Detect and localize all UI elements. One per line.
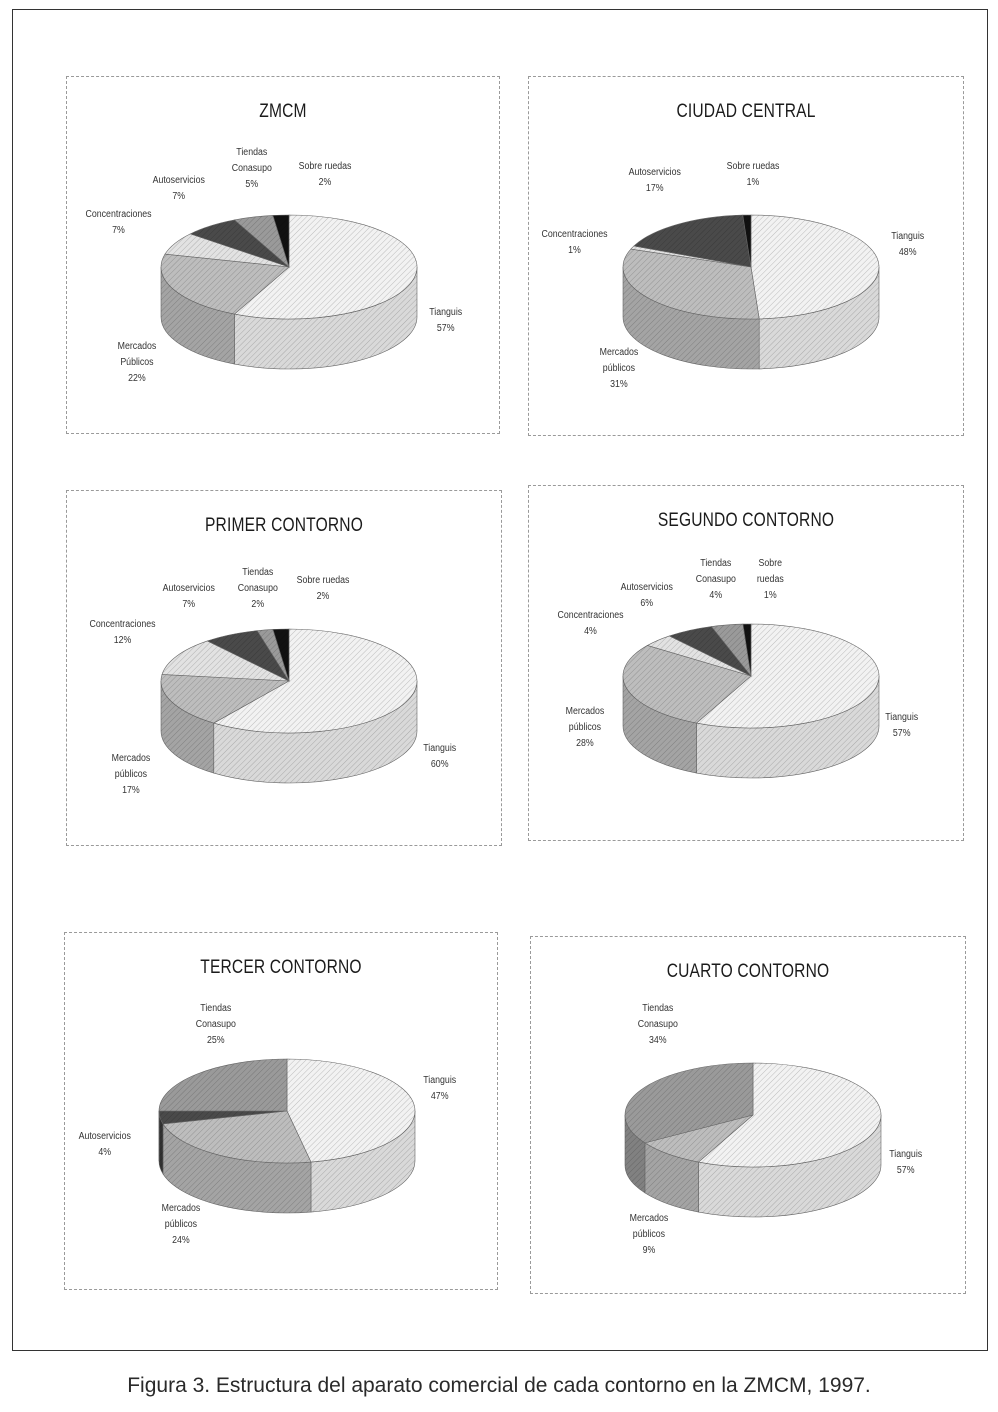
slice-name: Concentraciones	[85, 209, 152, 220]
slice-label	[423, 1073, 456, 1105]
slice-name: públicos	[602, 363, 636, 374]
slice-name: Concentraciones	[541, 229, 608, 240]
slice-percent: 1%	[746, 177, 760, 188]
pie-chart-graphic	[529, 486, 963, 840]
slice-label	[757, 556, 784, 604]
slice-name: públicos	[114, 769, 148, 780]
chart-title: PRIMER CONTORNO	[204, 515, 363, 536]
figure-caption: Figura 3. Estructura del aparato comercial de cada contorno en la ZMCM, 1997.	[127, 1374, 871, 1397]
slice-name: Concentraciones	[557, 610, 624, 621]
slice-name: Sobre ruedas	[296, 575, 350, 586]
slice-name: Autoservicios	[152, 175, 205, 186]
slice-name: públicos	[632, 1229, 666, 1240]
slice-label	[600, 345, 639, 393]
slice-percent: 9%	[642, 1245, 656, 1256]
slice-percent: 17%	[645, 183, 664, 194]
slice-percent: 7%	[182, 599, 196, 610]
slice-percent: 1%	[568, 245, 581, 256]
slice-percent: 57%	[896, 1165, 915, 1176]
slice-percent: 7%	[172, 191, 186, 202]
slice-label	[885, 710, 918, 742]
slice-name: Autoservicios	[628, 167, 681, 178]
slice-label	[112, 751, 151, 799]
slice-name: Mercados	[161, 1203, 201, 1214]
chart-title: CUARTO CONTORNO	[666, 961, 830, 982]
slice-percent: 4%	[584, 626, 597, 637]
slice-label	[297, 573, 350, 605]
slice-percent: 2%	[318, 177, 332, 188]
slice-percent: 17%	[122, 785, 140, 796]
slice-label	[621, 580, 673, 612]
slice-percent: 4%	[98, 1147, 112, 1158]
slice-name: Sobre ruedas	[298, 161, 352, 172]
slice-percent: 47%	[430, 1091, 449, 1102]
slice-label	[891, 229, 924, 261]
chart-primer-contorno	[66, 490, 502, 846]
slice-label	[163, 581, 215, 613]
slice-percent: 5%	[245, 179, 259, 190]
slice-percent: 4%	[709, 590, 723, 601]
slice-percent: 24%	[172, 1235, 190, 1246]
slice-name: Mercados	[565, 706, 605, 717]
slice-name: Sobre	[758, 558, 783, 569]
slice-percent: 1%	[763, 590, 777, 601]
chart-segundo-contorno	[528, 485, 964, 841]
slice-name: Conasupo	[695, 574, 736, 585]
slice-percent: 28%	[576, 738, 594, 749]
slice-percent: 60%	[430, 759, 449, 770]
slice-percent: 48%	[898, 247, 917, 258]
slice-label	[429, 305, 462, 337]
chart-tercer-contorno	[64, 932, 498, 1290]
slice-label	[542, 227, 608, 259]
slice-name: Mercados	[111, 753, 151, 764]
chart-ciudad-central	[528, 76, 964, 436]
slice-name: Concentraciones	[89, 619, 156, 630]
slice-label	[638, 1001, 678, 1049]
slice-label	[86, 207, 152, 239]
slice-name: Tiendas	[236, 147, 268, 158]
slice-name: Tiendas	[642, 1003, 674, 1014]
pie-chart-graphic	[531, 937, 965, 1293]
slice-percent: 34%	[648, 1035, 667, 1046]
slice-label	[423, 741, 456, 773]
slice-name: ruedas	[756, 574, 784, 585]
slice-percent: 6%	[640, 598, 654, 609]
slice-name: Tianguis	[429, 307, 463, 318]
slice-name: públicos	[568, 722, 602, 733]
slice-name: Tianguis	[889, 1149, 923, 1160]
slice-name: Autoservicios	[78, 1131, 131, 1142]
slice-name: Mercados	[117, 341, 157, 352]
slice-label	[232, 145, 272, 193]
chart-title: SEGUNDO CONTORNO	[657, 510, 835, 531]
slice-percent: 12%	[113, 635, 132, 646]
slice-label	[79, 1129, 131, 1161]
slice-name: Tianguis	[891, 231, 925, 242]
slice-name: Sobre ruedas	[726, 161, 780, 172]
pie-chart-graphic	[65, 933, 497, 1289]
slice-label	[566, 704, 605, 752]
slice-percent: 57%	[436, 323, 455, 334]
slice-percent: 2%	[251, 599, 265, 610]
slice-percent: 31%	[610, 379, 628, 390]
slice-name: Conasupo	[637, 1019, 678, 1030]
slice-label	[90, 617, 156, 649]
slice-label	[889, 1147, 922, 1179]
slice-name: Mercados	[599, 347, 639, 358]
slice-label	[630, 1211, 669, 1259]
slice-label	[153, 173, 205, 205]
pie-slice-tiendas-conasupo	[159, 1059, 287, 1111]
chart-title: TERCER CONTORNO	[200, 957, 362, 978]
slice-name: Autoservicios	[162, 583, 215, 594]
slice-name: Tianguis	[423, 743, 457, 754]
slice-name: Conasupo	[237, 583, 278, 594]
chart-cuarto-contorno	[530, 936, 966, 1294]
slice-name: públicos	[164, 1219, 198, 1230]
slice-percent: 22%	[128, 373, 146, 384]
slice-label	[558, 608, 624, 640]
slice-percent: 25%	[206, 1035, 225, 1046]
slice-label	[118, 339, 157, 387]
slice-name: Tianguis	[423, 1075, 457, 1086]
slice-label	[696, 556, 736, 604]
slice-name: Tianguis	[885, 712, 919, 723]
slice-label	[162, 1201, 201, 1249]
slice-name: Tiendas	[700, 558, 732, 569]
slice-name: Públicos	[120, 357, 154, 368]
slice-percent: 2%	[316, 591, 330, 602]
slice-name: Autoservicios	[620, 582, 673, 593]
slice-name: Mercados	[629, 1213, 669, 1224]
chart-title: CIUDAD CENTRAL	[676, 101, 816, 122]
slice-label	[299, 159, 352, 191]
slice-label	[629, 165, 681, 197]
chart-title: ZMCM	[259, 101, 307, 122]
slice-label	[196, 1001, 236, 1049]
slice-name: Conasupo	[195, 1019, 236, 1030]
chart-zmcm	[66, 76, 500, 434]
slice-name: Tiendas	[242, 567, 274, 578]
slice-percent: 57%	[892, 728, 911, 739]
slice-name: Tiendas	[200, 1003, 232, 1014]
slice-label	[238, 565, 278, 613]
slice-label	[727, 159, 780, 191]
slice-name: Conasupo	[231, 163, 272, 174]
slice-percent: 7%	[112, 225, 125, 236]
